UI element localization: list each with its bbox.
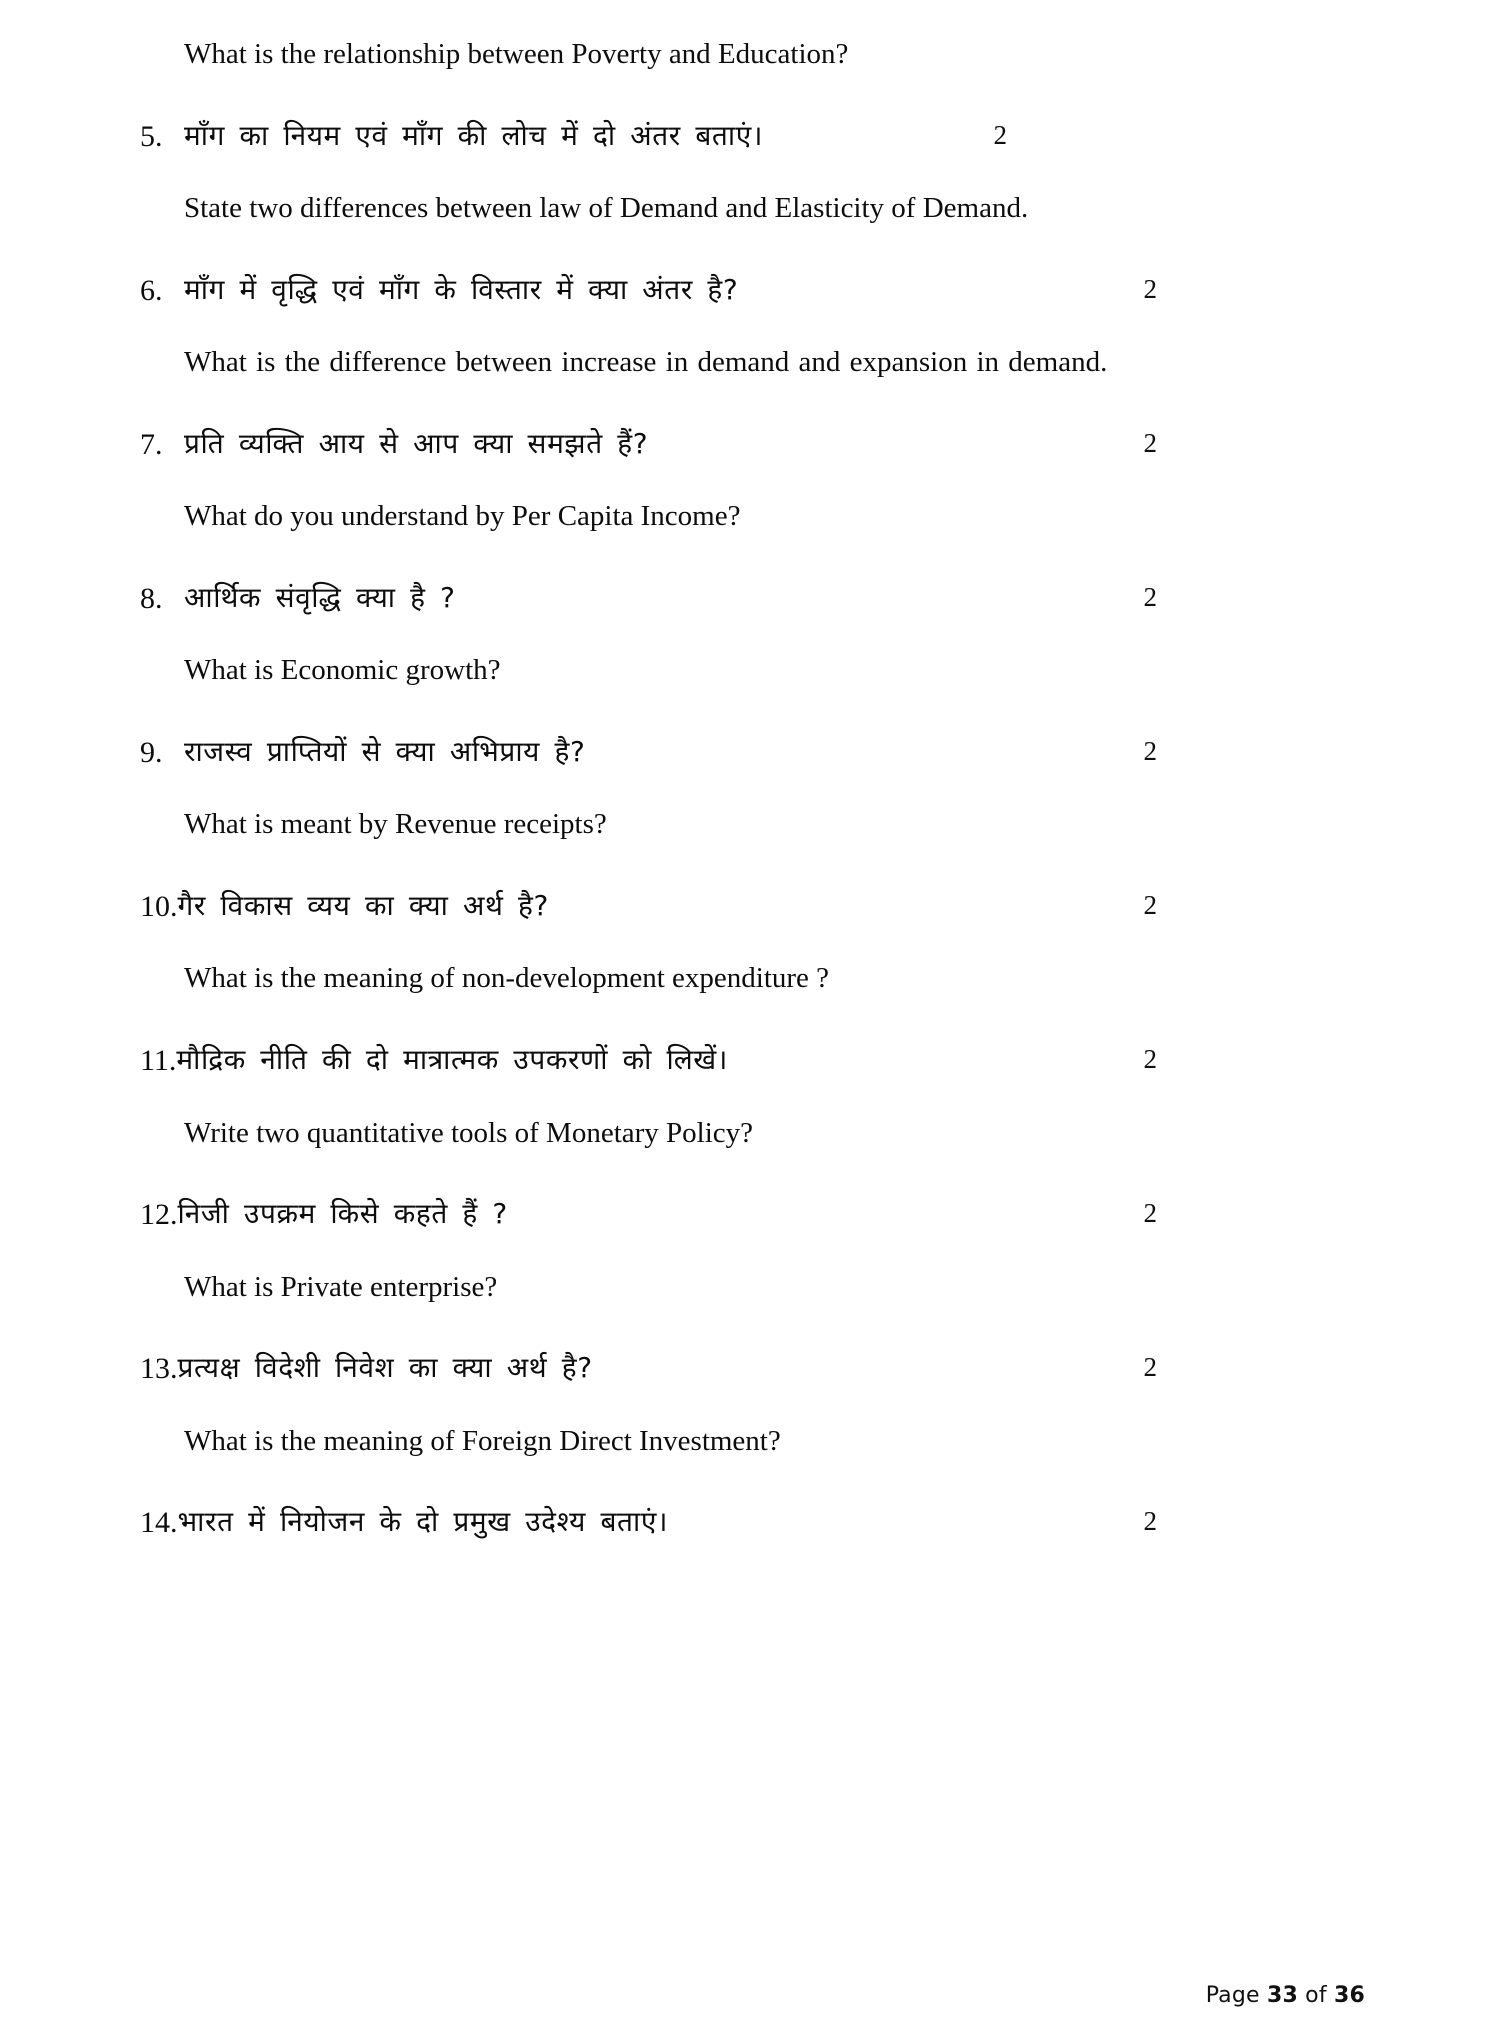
question-marks: 2 xyxy=(1143,1506,1157,1537)
question-row xyxy=(140,426,1365,464)
footer-prefix: Page xyxy=(1205,1983,1267,2008)
spacer xyxy=(140,998,1365,1042)
question-hindi-text: माँग में वृद्धि एवं माँग के विस्तार में क्या अंतर है? xyxy=(184,272,739,306)
question-hindi-line xyxy=(140,272,1365,310)
question-number: 8. xyxy=(140,581,163,615)
footer-current-page: 33 xyxy=(1266,1983,1298,2008)
question-marks: 2 xyxy=(1143,736,1157,766)
question-hindi-line xyxy=(140,1350,1365,1388)
spacer xyxy=(140,926,1365,960)
spacer xyxy=(140,844,1365,888)
spacer xyxy=(140,1235,1365,1269)
intro-english-text: What is the relationship between Poverty and Education? xyxy=(184,38,849,70)
spacer xyxy=(140,228,1365,272)
question-number: 9. xyxy=(140,736,163,769)
question-english-text: What is the difference between increase in demand and expansion in demand. xyxy=(184,346,1108,379)
spacer xyxy=(140,1460,1365,1504)
question-row xyxy=(140,272,1365,310)
question-hindi-line xyxy=(140,1042,1365,1080)
question-row xyxy=(140,734,1365,772)
question-marks: 2 xyxy=(1143,890,1157,921)
question-hindi-text: निजी उपक्रम किसे कहते हैं ? xyxy=(177,1197,508,1231)
question-row xyxy=(140,1196,1365,1234)
footer-middle: of xyxy=(1297,1983,1334,2008)
question-number: 13. xyxy=(140,1352,178,1386)
question-english-text: What do you understand by Per Capita Income? xyxy=(184,500,741,533)
question-row xyxy=(140,580,1365,618)
question-hindi-text: माँग का नियम एवं माँग की लोच में दो अंतर बताएं। xyxy=(184,118,764,152)
question-hindi-text: राजस्व प्राप्तियों से क्या अभिप्राय है? xyxy=(184,735,586,768)
question-marks: 2 xyxy=(1143,1198,1157,1229)
question-hindi-line xyxy=(140,734,1365,772)
question-hindi-line xyxy=(140,888,1365,926)
question-marks: 2 xyxy=(1143,427,1157,458)
question-english-text: What is the meaning of non-development expenditure ? xyxy=(184,962,830,995)
question-marks: 2 xyxy=(1143,273,1157,304)
question-english-text: Write two quantitative tools of Monetary Policy? xyxy=(184,1116,754,1149)
spacer xyxy=(140,618,1365,652)
question-row xyxy=(140,118,1365,156)
spacer xyxy=(140,690,1365,734)
question-hindi-text: गैर विकास व्यय का क्या अर्थ है? xyxy=(177,889,549,923)
question-marks: 2 xyxy=(1143,1352,1157,1383)
question-english-text: What is Private enterprise? xyxy=(184,1270,498,1303)
question-hindi-text: भारत में नियोजन के दो प्रमुख उदेश्य बताएं। xyxy=(177,1505,669,1539)
question-hindi-line xyxy=(140,580,1365,618)
question-english-text: What is the meaning of Foreign Direct Investment? xyxy=(184,1424,781,1457)
question-hindi-line xyxy=(140,1504,1365,1542)
question-hindi-line xyxy=(140,118,1365,156)
question-number: 12. xyxy=(140,1198,178,1232)
question-hindi-line xyxy=(140,426,1365,464)
question-row xyxy=(140,888,1365,926)
spacer xyxy=(140,156,1365,190)
spacer xyxy=(140,536,1365,580)
question-row xyxy=(140,1350,1365,1388)
question-hindi-text: प्रति व्यक्ति आय से आप क्या समझते हैं? xyxy=(184,426,649,460)
question-marks: 2 xyxy=(1143,1044,1157,1075)
question-marks: 2 xyxy=(1143,581,1157,612)
spacer xyxy=(140,1389,1365,1423)
question-english-text: What is meant by Revenue receipts? xyxy=(184,808,607,841)
spacer xyxy=(140,74,1365,118)
question-hindi-text: मौद्रिक नीति की दो मात्रात्मक उपकरणों को लिखें। xyxy=(176,1043,729,1077)
spacer xyxy=(140,1306,1365,1350)
spacer xyxy=(140,464,1365,498)
footer-total-pages: 36 xyxy=(1333,1983,1365,2008)
question-number: 5. xyxy=(140,119,163,153)
question-number: 10. xyxy=(140,890,178,924)
question-intro-row xyxy=(140,36,1365,74)
spacer xyxy=(140,382,1365,426)
question-english-text: State two differences between law of Demand and Elasticity of Demand. xyxy=(184,192,1029,225)
spacer xyxy=(140,772,1365,806)
spacer xyxy=(140,1152,1365,1196)
question-row xyxy=(140,1504,1365,1542)
question-hindi-line xyxy=(140,1196,1365,1234)
spacer xyxy=(140,310,1365,344)
spacer xyxy=(140,1081,1365,1115)
question-row xyxy=(140,1042,1365,1080)
question-hindi-text: प्रत्यक्ष विदेशी निवेश का क्या अर्थ है? xyxy=(177,1351,593,1385)
question-list xyxy=(140,36,1365,1543)
question-number: 11. xyxy=(140,1044,177,1078)
question-number: 6. xyxy=(140,273,163,307)
page-footer xyxy=(1206,1983,1365,2008)
question-number: 14. xyxy=(140,1506,178,1540)
question-number: 7. xyxy=(140,427,163,461)
question-hindi-text: आर्थिक संवृद्धि क्या है ? xyxy=(184,580,456,614)
question-english-text: What is Economic growth? xyxy=(184,654,501,687)
question-marks: 2 xyxy=(993,119,1007,150)
